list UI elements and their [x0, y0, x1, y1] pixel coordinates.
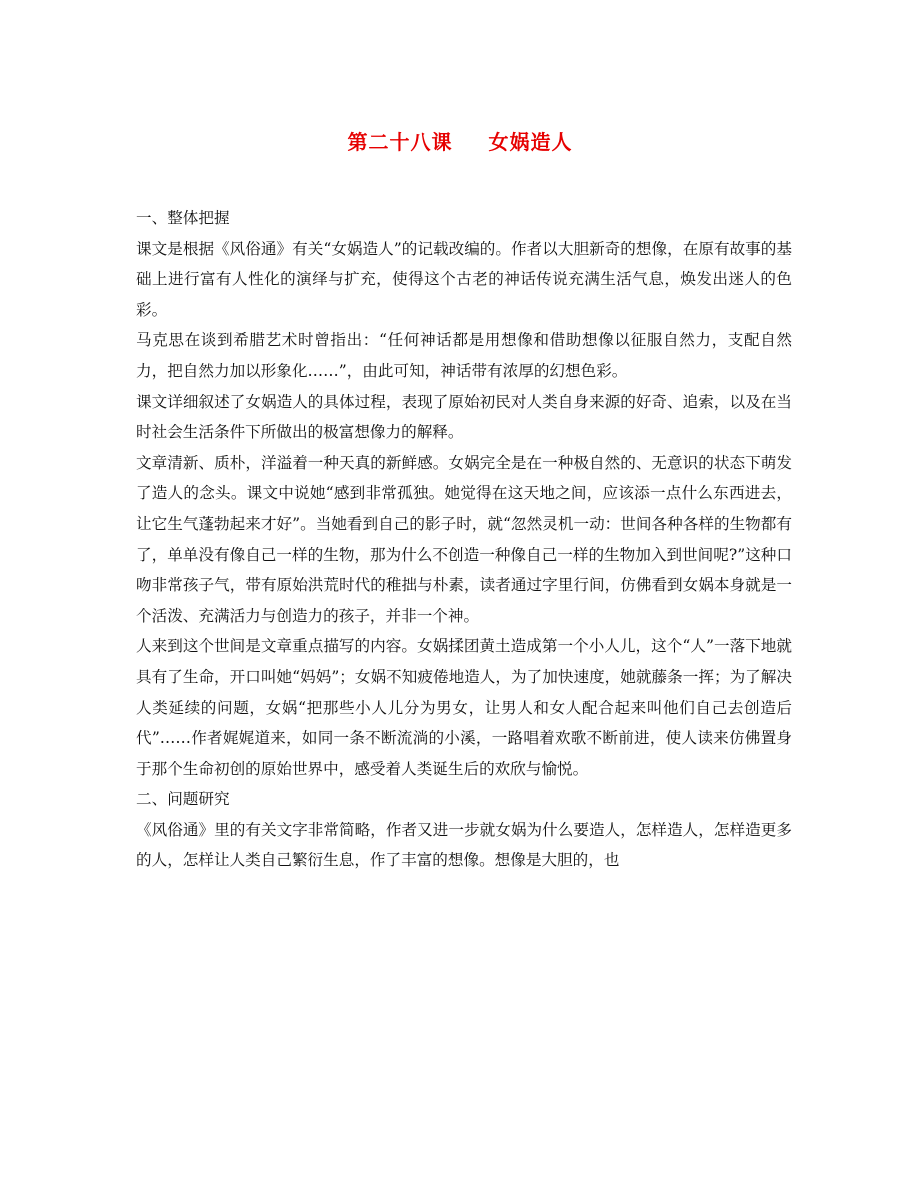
section-heading: 一、整体把握	[136, 209, 230, 227]
paragraph: 文章清新、质朴，洋溢着一种天真的新鲜感。女娲完全是在一种极自然的、无意识的状态下萌发了造人的念头。课文中说她“感到非常孤独。她觉得在这天地之间，应该添一点什么东西进去，让它生气蓬勃起来才好”。当她看到自己的影子时，就“忽然灵机一动：世间各种各样的生物都有了，单单没有像自己一样的生物，那为什么不创造一种像自己一样的生物加入到世间呢?”这种口吻非常孩子气，带有原始洪荒时代的稚拙与朴素，读者通过字里行间，仿佛看到女娲本身就是一个活泼、充满活力与创造力的孩子，并非一个神。	[136, 453, 792, 625]
paragraph: 《风俗通》里的有关文字非常简略，作者又进一步就女娲为什么要造人，怎样造人，怎样造更多的人，怎样让人类自己繁衍生息，作了丰富的想像。想像是大胆的，也	[136, 820, 792, 870]
paragraph: 课文是根据《风俗通》有关“女娲造人”的记载改编的。作者以大胆新奇的想像，在原有故事的基础上进行富有人性化的演绎与扩充，使得这个古老的神话传说充满生活气息，焕发出迷人的色彩。	[136, 239, 792, 319]
document-body	[136, 203, 792, 876]
page-title	[0, 126, 920, 155]
lesson-number: 第二十八课	[347, 130, 453, 154]
paragraph: 马克思在谈到希腊艺术时曾指出：“任何神话都是用想像和借助想像以征服自然力，支配自然力，把自然力加以形象化……”，由此可知，神话带有浓厚的幻想色彩。	[136, 331, 792, 380]
paragraph: 人来到这个世间是文章重点描写的内容。女娲揉团黄土造成第一个小人儿，这个“人”一落下地就具有了生命，开口叫她“妈妈”；女娲不知疲倦地造人，为了加快速度，她就藤条一挥；为了解决人类延续的问题，女娲“把那些小人儿分为男女，让男人和女人配合起来叫他们自己去创造后代”……作者娓娓道来，如同一条不断流淌的小溪，一路唱着欢歌不断前进，使人读来仿佛置身于那个生命初创的原始世界中，感受着人类诞生后的欢欣与愉悦。	[136, 637, 792, 778]
section-heading: 二、问题研究	[136, 790, 230, 809]
lesson-name: 女娲造人	[488, 130, 573, 154]
paragraph: 课文详细叙述了女娲造人的具体过程，表现了原始初民对人类自身来源的好奇、追索，以及在当时社会生活条件下所做出的极富想像力的解释。	[136, 392, 792, 442]
